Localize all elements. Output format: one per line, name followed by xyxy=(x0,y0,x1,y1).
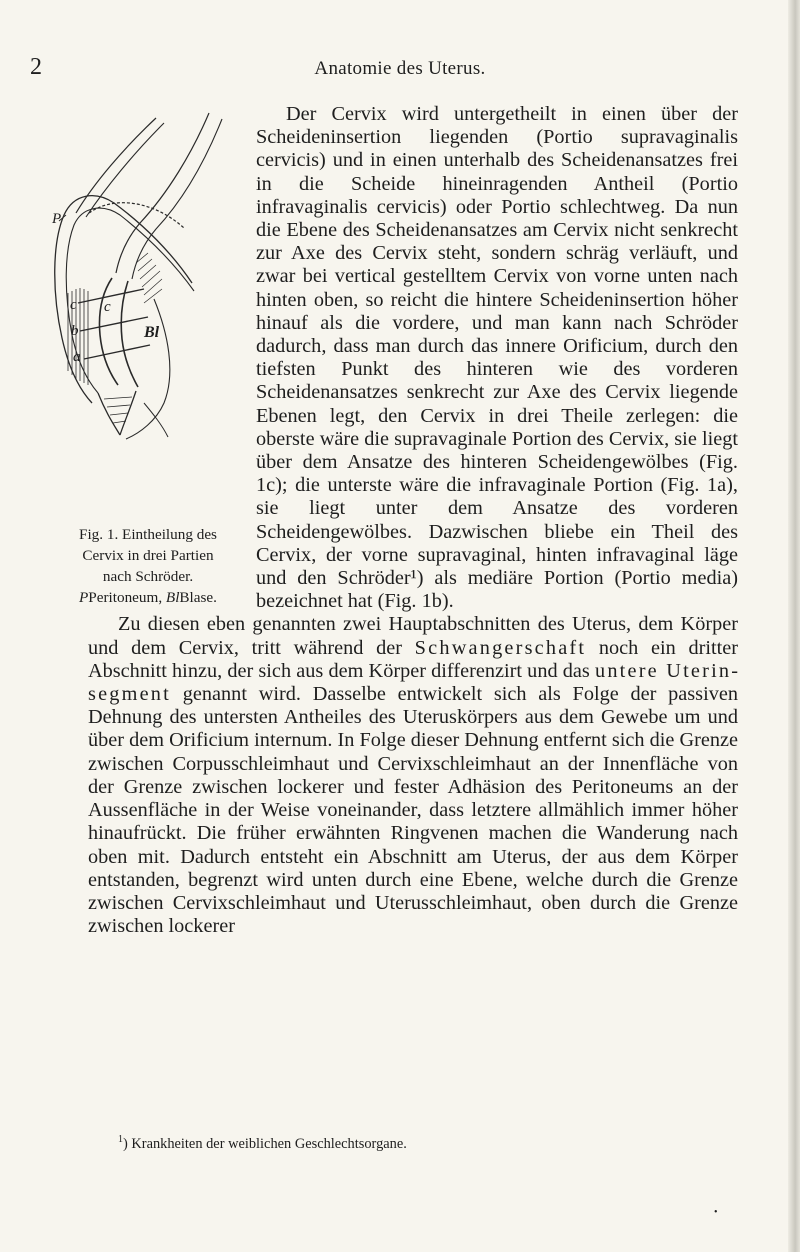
label-bl: Bl xyxy=(144,324,160,341)
caption-line-1: Fig. 1. Eintheilung des xyxy=(79,526,217,543)
caption-bl-text: Blase. xyxy=(179,589,217,606)
label-c-right: c xyxy=(104,299,111,315)
cervix-diagram xyxy=(44,103,252,523)
term-unteres-uterinsegment: untere Uterinsegment xyxy=(88,659,739,706)
label-b: b xyxy=(71,323,79,339)
paragraph-2-part-2: noch ein dritter Abschnitt hinzu, der sich aus dem Körper differenzirt und das xyxy=(88,636,738,682)
paragraph-2-part-1: Zu diesen eben genannten zwei Hauptabschnitten des Uterus, dem Körper und dem Cervix, tritt während der xyxy=(88,613,738,659)
footnote: $^1$) Krankheiten der weiblichen Geschlechtsorgane. xyxy=(118,1134,407,1152)
caption-line-4 xyxy=(44,587,252,608)
label-p: P xyxy=(52,211,62,227)
caption-line-2: Cervix in drei Partien xyxy=(82,547,214,564)
bottom-mark: • xyxy=(714,1207,718,1218)
caption-bl-symbol: Bl xyxy=(165,589,180,606)
figure-caption xyxy=(44,524,252,608)
page-header xyxy=(30,54,770,84)
label-c-left: c xyxy=(70,297,77,313)
page-edge xyxy=(788,0,800,1252)
caption-line-3: nach Schröder. xyxy=(102,568,194,585)
paragraph-2-part-3: genannt wird. Dasselbe entwickelt sich als Folge der passiven Dehnung des untersten Antheiles des Uteruskörpers aus dem Gewebe um und über dem Orificium internum. In Folge dieser Dehnung entfernt sich die Grenze zwischen Corpusschleimhaut und Cervixschleimhaut an der Innenfläche von der Grenze zwischen lockerer und fester Adhäsion des Peritoneums an der Aussenfläche in der Weise voneinander, dass letztere allmählich immer höher hinaufrückt. Die früher erwähnten Ringvenen machen die Wanderung nach oben mit. Dadurch entsteht ein Abschnitt am Uterus, der aus dem Körper entstanden, begrenzt wird unten durch eine Ebene, welche durch die Grenze zwischen Cervixschleimhaut und Uterusschleimhaut, oben durch die Grenze zwischen lockerer xyxy=(88,683,738,938)
footnote-marker: 1 xyxy=(118,1134,123,1145)
paragraph-2 xyxy=(88,613,738,938)
caption-p-symbol: P xyxy=(79,589,89,606)
footnote-text: Krankheiten der weiblichen Geschlechtsorgane. xyxy=(131,1135,407,1152)
term-schwangerschaft: Schwangerschaft xyxy=(414,636,587,659)
label-a: a xyxy=(73,349,81,365)
paragraph-1: Der Cervix wird untergetheilt in einen über der Scheideninsertion liegenden (Portio supravaginalis cervicis) und in einen unterhalb des Scheidenansatzes frei in die Scheide hineinragenden Antheil (Portio infravaginalis cervicis) oder Portio schlechtweg. Da nun die Ebene des Scheidenansatzes am Cervix nicht senkrecht zur Axe des Cervix steht, sondern schräg verläuft, und zwar bei vertical gestelltem Cervix von vorne unten nach hinten oben, so reicht die hintere Scheideninsertion höher hinauf als die vordere, und man kann nach Schröder dadurch, dass man durch das innere Orificium, durch den tiefsten Punkt des hinteren wie des vorderen Scheidenansatzes senkrecht zur Axe des Cervix liegende Ebenen legt, den Cervix in drei Theile zerlegen: die oberste wäre die supravaginale Portion des Cervix, sie liegt über dem Ansatze des hinteren Scheidengewölbes (Fig. 1c); die unterste wäre die infravaginale Portion (Fig. 1a), sie liegt unter dem Ansatze des vorderen Scheidengewölbes. Dazwischen bliebe ein Theil des Cervix, der vorne supravaginal, hinten infravaginal läge und den Schröder¹) als mediäre Portion (Portio media) bezeichnet hat (Fig. 1b). xyxy=(256,103,738,613)
figure-1 xyxy=(44,103,252,606)
caption-p-text: Peritoneum, xyxy=(88,589,163,606)
page-number: 2 xyxy=(30,54,42,80)
body-text xyxy=(52,103,739,938)
running-title: Anatomie des Uterus. xyxy=(314,58,486,79)
